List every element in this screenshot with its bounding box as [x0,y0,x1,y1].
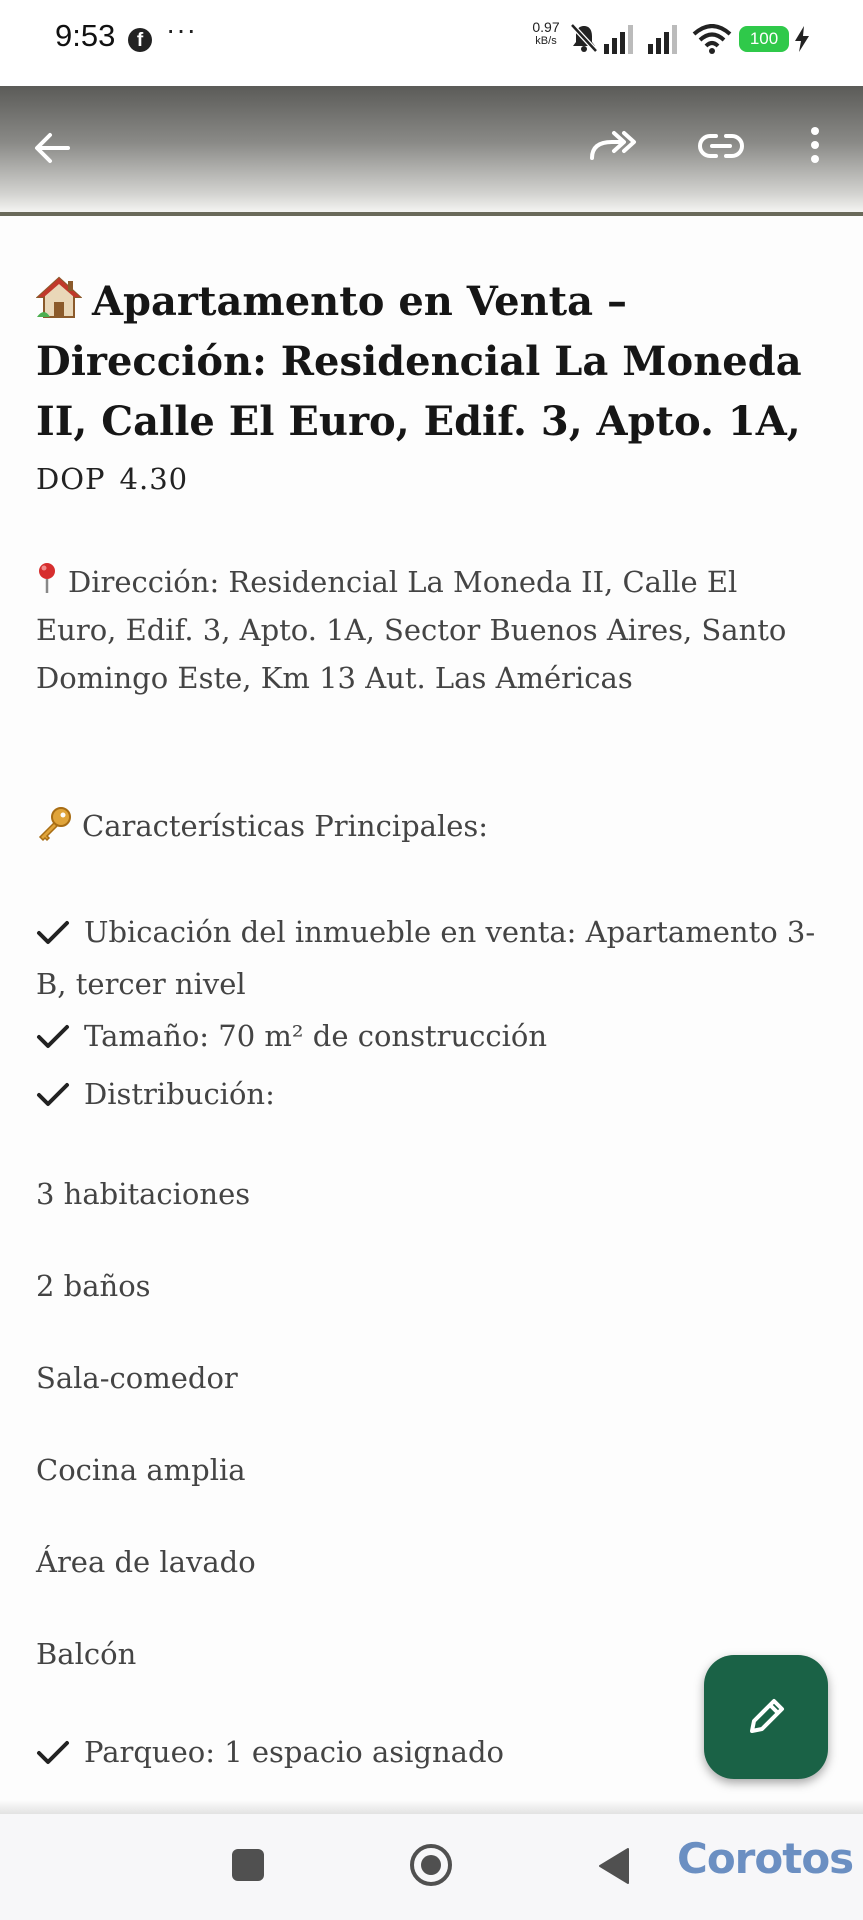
house-icon [36,275,82,319]
room-item: Cocina amplia [36,1453,246,1487]
more-vertical-icon[interactable] [806,126,824,166]
feature-distribution [36,1068,826,1120]
facebook-icon: f [128,28,152,52]
cell-signal-icon [604,24,638,54]
room-item: Sala-comedor [36,1361,238,1395]
checkmark-icon [36,1740,70,1766]
brand-logo: Corotos [677,1834,854,1883]
cell-signal-2-icon [648,24,682,54]
bell-muted-icon [568,22,600,54]
system-nav-bar [0,1814,863,1920]
room-item: Área de lavado [36,1545,256,1579]
checkmark-icon [36,1024,70,1050]
back-arrow-icon[interactable] [32,128,72,168]
pin-icon [36,562,58,594]
checkmark-icon [36,1082,70,1108]
feature-parking-text: Parqueo: 1 espacio asignado [84,1735,504,1769]
charging-icon [794,26,810,52]
address-text: Dirección: Residencial La Moneda II, Calle El Euro, Edif. 3, Apto. 1A, Sector Buenos Aires, Santo Domingo Este, Km 13 Aut. Las Américas [36,565,787,695]
feature-size-text: Tamaño: 70 m² de construcción [84,1019,548,1053]
wifi-icon [692,24,732,54]
forward-share-icon[interactable] [588,126,638,166]
pencil-icon [744,1695,788,1739]
battery-icon: 100 [739,26,789,52]
network-speed-unit: kB/s [535,35,557,47]
price [36,462,188,496]
network-speed [526,20,566,48]
post-title-text: Apartamento en Venta – Dirección: Residencial La Moneda II, Calle El Euro, Edif. 3, Apto. 1A, [36,278,802,445]
room-item: 2 baños [36,1269,151,1303]
recents-button[interactable] [232,1849,264,1881]
link-icon[interactable] [696,126,746,166]
room-item: Balcón [36,1637,137,1671]
edit-fab-button[interactable] [704,1655,828,1779]
price-value: 4.30 [119,462,189,496]
feature-distribution-text: Distribución: [84,1077,275,1111]
feature-location-text: Ubicación del inmueble en venta: Apartamento 3-B, tercer nivel [36,915,816,1001]
feature-location [36,906,826,1010]
post-title [36,272,826,452]
back-nav-button[interactable] [597,1847,631,1885]
address [36,558,826,702]
key-icon [36,806,72,842]
features-heading-text: Características Principales: [82,809,489,843]
bottom-divider [0,1800,863,1814]
toolbar-divider [0,212,863,216]
home-button[interactable] [409,1843,453,1887]
feature-size [36,1010,826,1062]
room-item: 3 habitaciones [36,1177,251,1211]
checkmark-icon [36,920,70,946]
features-heading [36,806,488,843]
network-speed-value: 0.97 [532,19,560,35]
price-currency: DOP [36,462,106,496]
top-toolbar [0,86,863,212]
status-time: 9:53 [55,18,116,53]
status-bar [0,0,863,86]
more-notifications-icon: ··· [166,14,197,45]
